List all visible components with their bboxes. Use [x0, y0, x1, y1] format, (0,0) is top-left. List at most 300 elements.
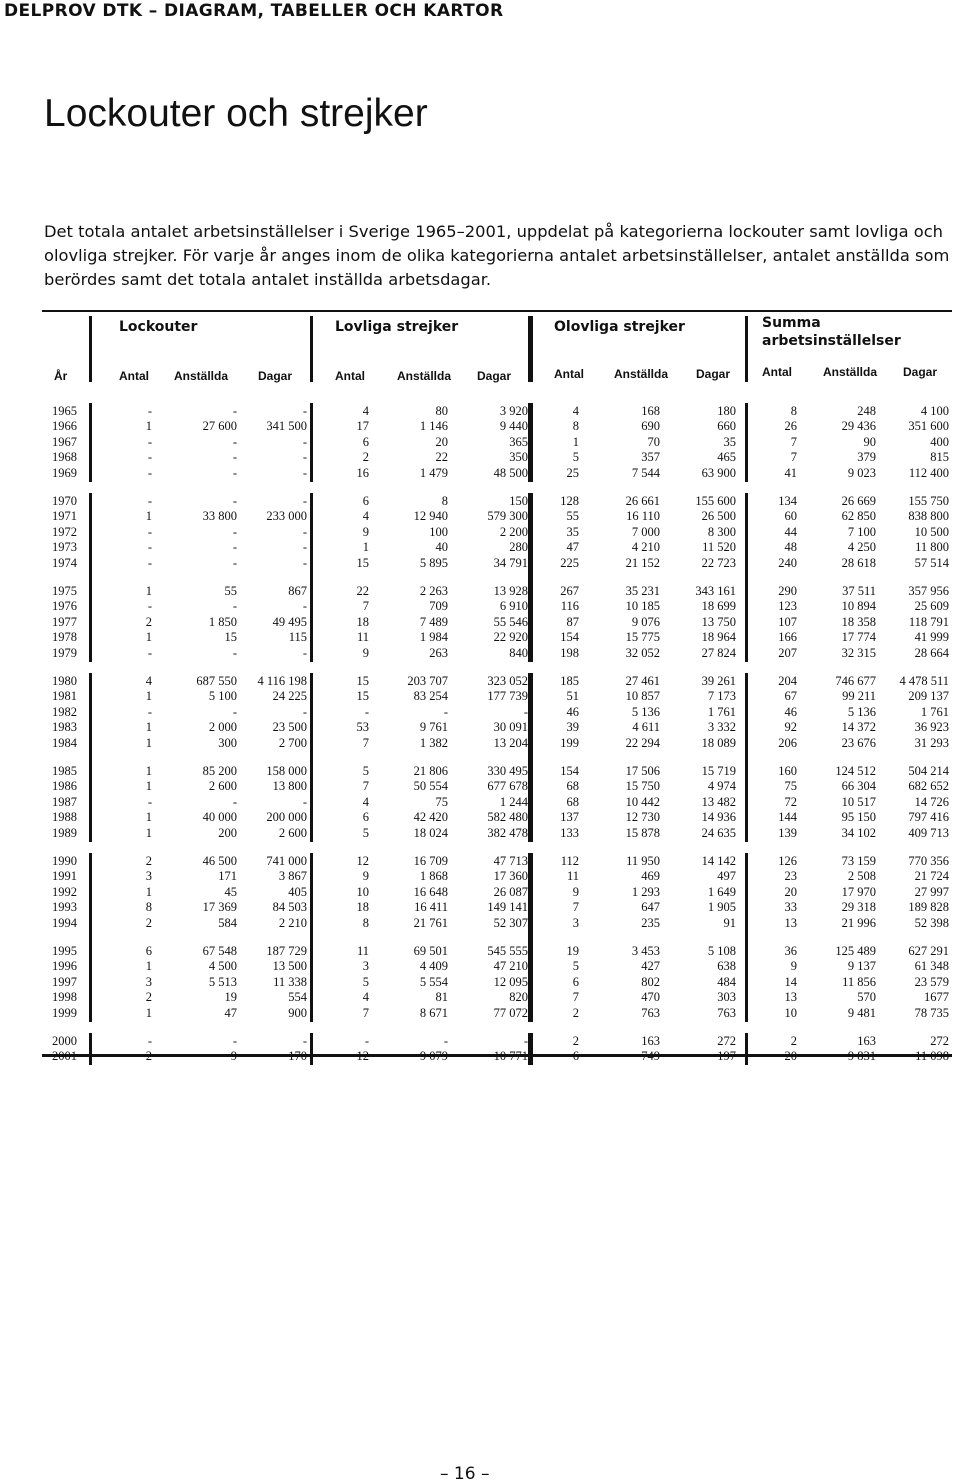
dagar-cell: 31 293 — [914, 735, 949, 750]
anstallda-cell: 15 750 — [625, 779, 660, 794]
anstallda-cell: - — [232, 404, 237, 418]
anstallda-cell: 18 358 — [841, 614, 876, 629]
anstallda-cell: 27 461 — [625, 674, 660, 688]
dagar-cell: - — [302, 524, 307, 539]
column-divider — [530, 316, 533, 382]
antal-cell: 3 — [145, 869, 152, 884]
dagar-cell: 4 478 511 — [899, 674, 949, 688]
anstallda-cell: 9 079 — [419, 1049, 448, 1064]
antal-cell: - — [364, 704, 369, 719]
column-divider — [745, 493, 748, 662]
column-header-antal: Antal — [335, 369, 365, 383]
anstallda-cell: 16 648 — [413, 884, 448, 899]
antal-cell: 22 — [356, 584, 369, 598]
dagar-cell: 11 338 — [273, 974, 307, 989]
dagar-cell: 112 400 — [908, 465, 949, 480]
column-divider — [310, 673, 313, 842]
anstallda-cell: 10 442 — [625, 794, 660, 809]
year-cell: 1976 — [52, 599, 77, 614]
anstallda-cell: 33 800 — [202, 509, 237, 524]
anstallda-cell: 17 774 — [841, 630, 876, 645]
column-divider — [89, 1033, 92, 1065]
dagar-cell: 303 — [717, 990, 736, 1005]
dagar-cell: 770 356 — [908, 854, 949, 868]
year-cell: 1980 — [52, 674, 77, 688]
antal-cell: 23 — [784, 869, 797, 884]
dagar-cell: 382 478 — [487, 825, 528, 840]
dagar-cell: 155 600 — [695, 494, 736, 508]
year-cell: 1986 — [52, 779, 77, 794]
antal-cell: 2 — [145, 915, 152, 930]
antal-cell: 2 — [145, 854, 152, 868]
antal-cell: 112 — [560, 854, 579, 868]
anstallda-cell: 29 318 — [841, 900, 876, 915]
anstallda-cell: 163 — [857, 1034, 876, 1048]
antal-cell: 6 — [362, 810, 369, 825]
antal-cell: 75 — [784, 779, 797, 794]
dagar-cell: 1 244 — [499, 794, 528, 809]
anstallda-cell: 40 000 — [202, 810, 237, 825]
antal-cell: 8 — [145, 900, 152, 915]
page-number: – 16 – — [440, 1464, 490, 1484]
anstallda-cell: 9 076 — [631, 614, 660, 629]
dagar-cell: 351 600 — [908, 419, 949, 434]
year-cell: 1982 — [52, 704, 77, 719]
dagar-cell: 22 920 — [493, 630, 528, 645]
antal-cell: 53 — [356, 720, 369, 735]
dagar-cell: 365 — [509, 434, 528, 449]
antal-cell: 36 — [784, 944, 797, 958]
dagar-cell: 177 739 — [487, 689, 528, 704]
anstallda-cell: 5 100 — [208, 689, 237, 704]
anstallda-cell: 47 — [224, 1005, 237, 1020]
antal-cell: 9 — [572, 884, 579, 899]
anstallda-cell: 10 857 — [625, 689, 660, 704]
anstallda-cell: 22 294 — [625, 735, 660, 750]
dagar-cell: 233 000 — [266, 509, 307, 524]
antal-cell: 225 — [560, 555, 579, 570]
anstallda-cell: 14 372 — [841, 720, 876, 735]
dagar-cell: 34 791 — [493, 555, 528, 570]
dagar-cell: - — [302, 704, 307, 719]
dagar-cell: 187 729 — [266, 944, 307, 958]
anstallda-cell: 8 671 — [419, 1005, 448, 1020]
year-cell: 1965 — [52, 404, 77, 418]
dagar-cell: 554 — [288, 990, 307, 1005]
anstallda-cell: 17 506 — [625, 764, 660, 778]
anstallda-cell: 2 000 — [208, 720, 237, 735]
anstallda-cell: - — [232, 434, 237, 449]
antal-cell: - — [147, 404, 152, 418]
dagar-cell: 3 332 — [707, 720, 736, 735]
anstallda-cell: - — [232, 450, 237, 465]
anstallda-cell: 10 185 — [625, 599, 660, 614]
antal-cell: 10 — [784, 1005, 797, 1020]
column-divider — [310, 316, 313, 382]
anstallda-cell: - — [232, 794, 237, 809]
anstallda-cell: 5 513 — [208, 974, 237, 989]
antal-cell: 16 — [356, 465, 369, 480]
dagar-cell: 1677 — [924, 990, 949, 1005]
antal-cell: 5 — [362, 825, 369, 840]
group-header-summa: Summa arbetsinställelser — [762, 315, 901, 349]
antal-cell: 41 — [784, 465, 797, 480]
anstallda-cell: 4 250 — [847, 540, 876, 555]
antal-cell: 5 — [572, 959, 579, 974]
column-header-dagar: Dagar — [903, 365, 938, 379]
anstallda-cell: 37 511 — [842, 584, 876, 598]
antal-cell: 46 — [566, 704, 579, 719]
anstallda-cell: 67 548 — [202, 944, 237, 958]
dagar-cell: 484 — [717, 974, 736, 989]
antal-cell: 267 — [560, 584, 579, 598]
antal-cell: 67 — [784, 689, 797, 704]
dagar-cell: - — [302, 645, 307, 660]
year-cell: 1996 — [52, 959, 77, 974]
dagar-cell: 2 200 — [499, 524, 528, 539]
dagar-cell: 24 635 — [701, 825, 736, 840]
dagar-cell: 30 091 — [493, 720, 528, 735]
anstallda-cell: 203 707 — [407, 674, 448, 688]
dagar-cell: 25 609 — [914, 599, 949, 614]
anstallda-cell: 570 — [857, 990, 876, 1005]
anstallda-cell: 5 554 — [419, 974, 448, 989]
anstallda-cell: 9 481 — [847, 1005, 876, 1020]
anstallda-cell: 35 231 — [625, 584, 660, 598]
antal-cell: 7 — [790, 434, 797, 449]
antal-cell: 6 — [572, 1049, 579, 1064]
anstallda-cell: 125 489 — [835, 944, 876, 958]
dagar-cell: 48 500 — [493, 465, 528, 480]
antal-cell: 1 — [145, 509, 152, 524]
dagar-cell: 78 735 — [914, 1005, 949, 1020]
antal-cell: 9 — [362, 869, 369, 884]
year-cell: 1969 — [52, 465, 77, 480]
year-cell: 1999 — [52, 1005, 77, 1020]
year-cell: 1998 — [52, 990, 77, 1005]
dagar-cell: 115 — [288, 630, 307, 645]
antal-cell: 92 — [784, 720, 797, 735]
antal-cell: - — [147, 540, 152, 555]
dagar-cell: 838 800 — [908, 509, 949, 524]
antal-cell: 9 — [362, 524, 369, 539]
dagar-cell: 4 116 198 — [257, 674, 307, 688]
anstallda-cell: - — [232, 704, 237, 719]
dagar-cell: 26 500 — [701, 509, 736, 524]
antal-cell: 166 — [778, 630, 797, 645]
anstallda-cell: - — [232, 524, 237, 539]
dagar-cell: 36 923 — [914, 720, 949, 735]
anstallda-cell: 263 — [429, 645, 448, 660]
column-divider — [310, 403, 313, 482]
anstallda-cell: 22 — [435, 450, 448, 465]
antal-cell: 7 — [362, 735, 369, 750]
dagar-cell: 11 800 — [915, 540, 949, 555]
anstallda-cell: 21 152 — [625, 555, 660, 570]
dagar-cell: 5 108 — [707, 944, 736, 958]
antal-cell: 1 — [145, 735, 152, 750]
antal-cell: 5 — [362, 764, 369, 778]
column-divider — [89, 316, 92, 382]
dagar-cell: 11 098 — [915, 1049, 949, 1064]
dagar-cell: - — [302, 1034, 307, 1048]
anstallda-cell: 7 000 — [631, 524, 660, 539]
column-divider — [310, 493, 313, 662]
antal-cell: 3 — [362, 959, 369, 974]
year-cell: 1993 — [52, 900, 77, 915]
antal-cell: 1 — [145, 884, 152, 899]
anstallda-cell: 235 — [641, 915, 660, 930]
year-cell: 1979 — [52, 645, 77, 660]
dagar-cell: - — [302, 404, 307, 418]
anstallda-cell: 45 — [224, 884, 237, 899]
year-cell: 1974 — [52, 555, 77, 570]
antal-cell: 128 — [560, 494, 579, 508]
anstallda-cell: 75 — [435, 794, 448, 809]
dagar-cell: 47 210 — [493, 959, 528, 974]
dagar-cell: 41 999 — [914, 630, 949, 645]
anstallda-cell: 9 023 — [847, 465, 876, 480]
anstallda-cell: 26 669 — [841, 494, 876, 508]
anstallda-cell: 21 996 — [841, 915, 876, 930]
anstallda-cell: 746 677 — [835, 674, 876, 688]
dagar-cell: 13 204 — [493, 735, 528, 750]
anstallda-cell: 1 850 — [208, 614, 237, 629]
anstallda-cell: 50 554 — [413, 779, 448, 794]
anstallda-cell: 1 382 — [419, 735, 448, 750]
antal-cell: 26 — [784, 419, 797, 434]
column-divider — [745, 1033, 748, 1065]
antal-cell: 1 — [145, 764, 152, 778]
antal-cell: 9 — [362, 645, 369, 660]
dagar-cell: 341 500 — [266, 419, 307, 434]
dagar-cell: - — [302, 465, 307, 480]
antal-cell: 4 — [145, 674, 152, 688]
dagar-cell: 28 664 — [914, 645, 949, 660]
antal-cell: 13 — [784, 990, 797, 1005]
antal-cell: 1 — [145, 689, 152, 704]
antal-cell: 72 — [784, 794, 797, 809]
column-header-dagar: Dagar — [477, 369, 512, 383]
antal-cell: 46 — [784, 704, 797, 719]
antal-cell: 17 — [356, 419, 369, 434]
antal-cell: - — [147, 465, 152, 480]
antal-cell: 290 — [778, 584, 797, 598]
antal-cell: 4 — [362, 404, 369, 418]
antal-cell: 133 — [560, 825, 579, 840]
antal-cell: - — [147, 645, 152, 660]
antal-cell: 12 — [356, 1049, 369, 1064]
anstallda-cell: 379 — [857, 450, 876, 465]
antal-cell: 19 — [566, 944, 579, 958]
antal-cell: 25 — [566, 465, 579, 480]
year-cell: 1985 — [52, 764, 77, 778]
antal-cell: 20 — [784, 884, 797, 899]
anstallda-cell: 12 730 — [625, 810, 660, 825]
dagar-cell: 465 — [717, 450, 736, 465]
antal-cell: 51 — [566, 689, 579, 704]
group-header-lockouter: Lockouter — [119, 319, 198, 335]
year-cell: 1983 — [52, 720, 77, 735]
anstallda-cell: 7 489 — [419, 614, 448, 629]
anstallda-cell: 19 — [224, 990, 237, 1005]
dagar-cell: 867 — [288, 584, 307, 598]
dagar-cell: 10 500 — [914, 524, 949, 539]
antal-cell: 12 — [356, 854, 369, 868]
dagar-cell: 12 095 — [493, 974, 528, 989]
antal-cell: 4 — [572, 404, 579, 418]
dagar-cell: 55 546 — [493, 614, 528, 629]
dagar-cell: 63 900 — [701, 465, 736, 480]
antal-cell: - — [364, 1034, 369, 1048]
dagar-cell: - — [302, 794, 307, 809]
dagar-cell: 18 699 — [701, 599, 736, 614]
antal-cell: 1 — [145, 584, 152, 598]
anstallda-cell: 15 775 — [625, 630, 660, 645]
antal-cell: 18 — [356, 900, 369, 915]
anstallda-cell: 29 436 — [841, 419, 876, 434]
dagar-cell: - — [523, 1034, 528, 1048]
dagar-cell: 189 828 — [908, 900, 949, 915]
anstallda-cell: 168 — [641, 404, 660, 418]
dagar-cell: 15 719 — [701, 764, 736, 778]
antal-cell: 240 — [778, 555, 797, 570]
antal-cell: 2 — [145, 1049, 152, 1064]
anstallda-cell: 40 — [435, 540, 448, 555]
dagar-cell: 27 997 — [914, 884, 949, 899]
antal-cell: 11 — [356, 630, 369, 645]
year-cell: 1971 — [52, 509, 77, 524]
antal-cell: 8 — [572, 419, 579, 434]
anstallda-cell: 690 — [641, 419, 660, 434]
antal-cell: 20 — [784, 1049, 797, 1064]
anstallda-cell: 80 — [435, 404, 448, 418]
antal-cell: 8 — [362, 915, 369, 930]
year-cell: 1970 — [52, 494, 77, 508]
antal-cell: 33 — [784, 900, 797, 915]
dagar-cell: 10 771 — [493, 1049, 528, 1064]
anstallda-cell: 85 200 — [202, 764, 237, 778]
anstallda-cell: 9 — [230, 1049, 237, 1064]
dagar-cell: 677 678 — [487, 779, 528, 794]
antal-cell: 68 — [566, 794, 579, 809]
dagar-cell: 13 482 — [701, 794, 736, 809]
anstallda-cell: 7 100 — [847, 524, 876, 539]
column-divider — [530, 853, 533, 1022]
intro-paragraph: Det totala antalet arbetsinställelser i Sverige 1965–2001, uppdelat på kategorierna lockouter samt lovliga och olovliga strejker. För varje år anges inom de olika kategorierna antalet arbetsinställelser, antalet anställda som berördes samt det totala antalet inställda arbetsdagar. — [44, 222, 950, 289]
column-divider — [745, 853, 748, 1022]
antal-cell: 14 — [784, 974, 797, 989]
dagar-cell: 17 360 — [493, 869, 528, 884]
anstallda-cell: 11 950 — [626, 854, 660, 868]
antal-cell: 107 — [778, 614, 797, 629]
anstallda-cell: 9 137 — [847, 959, 876, 974]
column-header-anstallda: Anställda — [174, 369, 229, 383]
anstallda-cell: - — [232, 645, 237, 660]
dagar-cell: 77 072 — [493, 1005, 528, 1020]
year-cell: 1995 — [52, 944, 77, 958]
dagar-cell: - — [302, 434, 307, 449]
dagar-cell: 26 087 — [493, 884, 528, 899]
dagar-cell: 1 761 — [707, 704, 736, 719]
antal-cell: 207 — [778, 645, 797, 660]
dagar-cell: 682 652 — [908, 779, 949, 794]
dagar-cell: - — [302, 555, 307, 570]
anstallda-cell: 802 — [641, 974, 660, 989]
anstallda-cell: 16 110 — [626, 509, 660, 524]
group-header-lovliga-strejker: Lovliga strejker — [335, 319, 459, 335]
antal-cell: 5 — [362, 974, 369, 989]
antal-cell: 7 — [790, 450, 797, 465]
dagar-cell: 400 — [930, 434, 949, 449]
anstallda-cell: 21 806 — [413, 764, 448, 778]
anstallda-cell: 28 618 — [841, 555, 876, 570]
antal-cell: 44 — [784, 524, 797, 539]
dagar-cell: 118 791 — [908, 614, 949, 629]
dagar-cell: 11 520 — [702, 540, 736, 555]
column-header-antal: Antal — [119, 369, 149, 383]
antal-cell: 139 — [778, 825, 797, 840]
anstallda-cell: 10 517 — [841, 794, 876, 809]
dagar-cell: 23 500 — [272, 720, 307, 735]
antal-cell: 6 — [362, 434, 369, 449]
anstallda-cell: 1 146 — [419, 419, 448, 434]
anstallda-cell: 18 024 — [413, 825, 448, 840]
antal-cell: 2 — [572, 1034, 579, 1048]
column-divider — [745, 673, 748, 842]
anstallda-cell: 90 — [863, 434, 876, 449]
column-divider — [745, 316, 748, 382]
antal-cell: 7 — [362, 599, 369, 614]
dagar-cell: 209 137 — [908, 689, 949, 704]
antal-cell: 206 — [778, 735, 797, 750]
dagar-cell: 330 495 — [487, 764, 528, 778]
year-cell: 1973 — [52, 540, 77, 555]
dagar-cell: 155 750 — [908, 494, 949, 508]
dagar-cell: 13 500 — [272, 959, 307, 974]
antal-cell: 1 — [362, 540, 369, 555]
anstallda-cell: 23 676 — [841, 735, 876, 750]
dagar-cell: - — [302, 494, 307, 508]
anstallda-cell: 4 611 — [632, 720, 660, 735]
page-title: Lockouter och strejker — [44, 92, 428, 135]
anstallda-cell: 10 894 — [841, 599, 876, 614]
antal-cell: 7 — [362, 779, 369, 794]
year-cell: 1991 — [52, 869, 77, 884]
dagar-cell: 840 — [509, 645, 528, 660]
antal-cell: 60 — [784, 509, 797, 524]
dagar-cell: 4 100 — [920, 404, 949, 418]
antal-cell: 48 — [784, 540, 797, 555]
dagar-cell: 18 964 — [701, 630, 736, 645]
antal-cell: 2 — [790, 1034, 797, 1048]
anstallda-cell: - — [232, 494, 237, 508]
antal-cell: 7 — [572, 990, 579, 1005]
column-divider — [89, 403, 92, 482]
dagar-cell: 405 — [288, 884, 307, 899]
dagar-cell: 3 867 — [278, 869, 307, 884]
column-divider — [89, 853, 92, 1022]
anstallda-cell: 73 159 — [841, 854, 876, 868]
antal-cell: 1 — [145, 825, 152, 840]
anstallda-cell: 171 — [218, 869, 237, 884]
antal-cell: - — [147, 555, 152, 570]
antal-cell: 55 — [566, 509, 579, 524]
column-header-anstallda: Anställda — [614, 367, 669, 381]
dagar-cell: 21 724 — [914, 869, 949, 884]
antal-cell: 11 — [566, 869, 579, 884]
dagar-cell: 350 — [509, 450, 528, 465]
